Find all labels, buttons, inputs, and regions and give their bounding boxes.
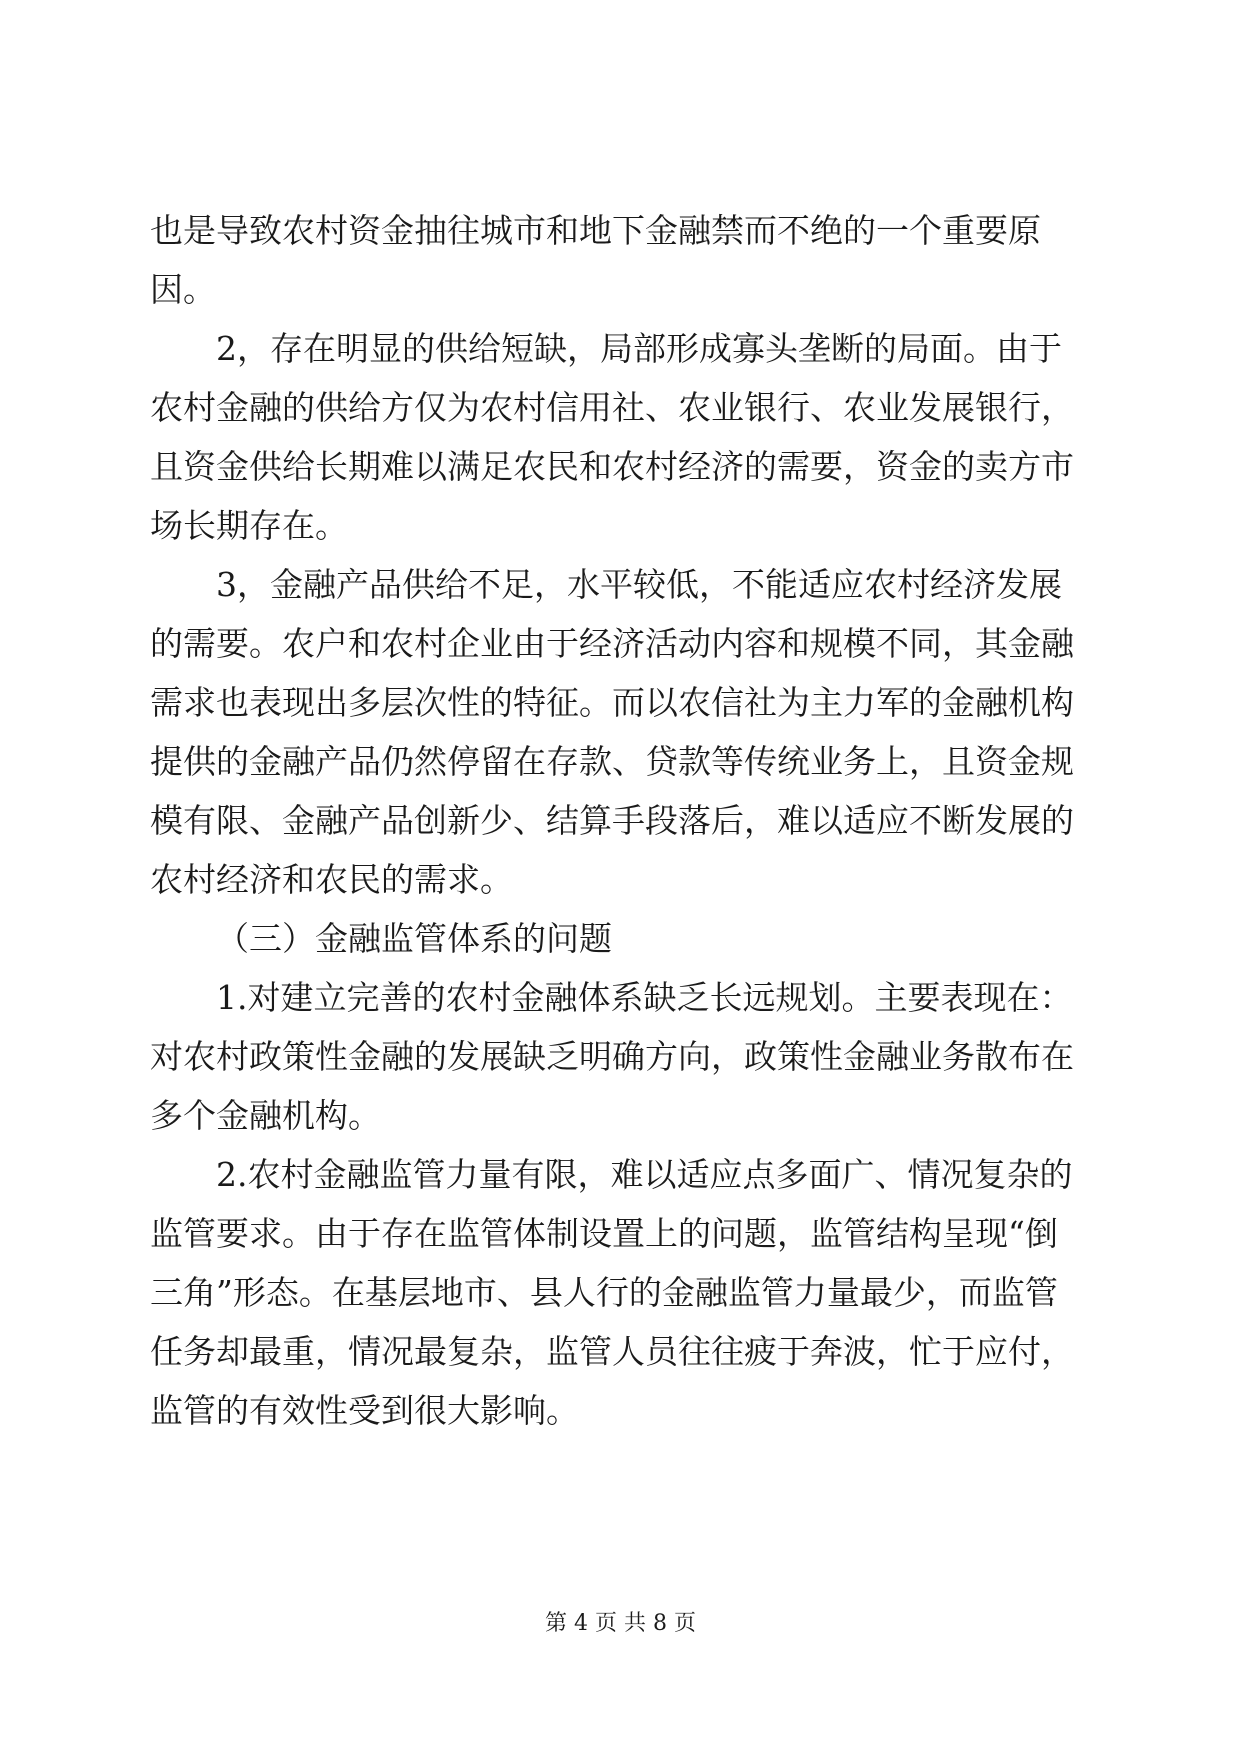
- text-line-content: 且资金供给长期难以满足农民和农村经济的需要，资金的卖方市: [150, 447, 1074, 486]
- text-line-content: 农村经济和农民的需求。: [150, 860, 513, 899]
- text-line: [0, 799, 1241, 843]
- text-line: [0, 622, 1241, 666]
- text-line: [0, 1212, 1241, 1256]
- text-line: [0, 209, 1241, 253]
- text-line: [0, 445, 1241, 489]
- text-line-content: 场长期存在。: [150, 506, 348, 545]
- text-line-content: 模有限、金融产品创新少、结算手段落后，难以适应不断发展的: [150, 801, 1074, 840]
- text-line: [0, 268, 1241, 312]
- text-line-content: 任务却最重，情况最复杂，监管人员往往疲于奔波，忙于应付，: [150, 1332, 1074, 1371]
- text-line-content: 监管的有效性受到很大影响。: [150, 1391, 579, 1430]
- text-line-content: 农村金融的供给方仅为农村信用社、农业银行、农业发展银行，: [150, 388, 1074, 427]
- text-line: [0, 1094, 1241, 1138]
- text-line-content: 需求也表现出多层次性的特征。而以农信社为主力军的金融机构: [150, 683, 1074, 722]
- section-heading-text: （三）金融监管体系的问题: [216, 919, 612, 958]
- text-line-content: 2，存在明显的供给短缺，局部形成寡头垄断的局面。由于: [216, 329, 1062, 368]
- text-line: [0, 740, 1241, 784]
- text-line-content: 因。: [150, 270, 216, 309]
- section-heading: [0, 917, 1241, 961]
- text-line-content: 的需要。农户和农村企业由于经济活动内容和规模不同，其金融: [150, 624, 1074, 663]
- text-line-content: 多个金融机构。: [150, 1096, 381, 1135]
- paragraph-first-line: [0, 327, 1241, 371]
- text-line: [0, 681, 1241, 725]
- text-line-content: 监管要求。由于存在监管体制设置上的问题，监管结构呈现“倒: [150, 1214, 1058, 1253]
- text-line: [0, 1271, 1241, 1315]
- paragraph-first-line: [0, 976, 1241, 1020]
- text-line: [0, 504, 1241, 548]
- text-line: [0, 858, 1241, 902]
- text-line-content: 提供的金融产品仍然停留在存款、贷款等传统业务上，且资金规: [150, 742, 1074, 781]
- text-line-content: 三角”形态。在基层地市、县人行的金融监管力量最少，而监管: [150, 1273, 1058, 1312]
- text-line-content: 2.农村金融监管力量有限，难以适应点多面广、情况复杂的: [216, 1155, 1073, 1194]
- paragraph-first-line: [0, 1153, 1241, 1197]
- text-line: [0, 386, 1241, 430]
- text-line-content: 对农村政策性金融的发展缺乏明确方向，政策性金融业务散布在: [150, 1037, 1074, 1076]
- text-line: [0, 1389, 1241, 1433]
- page-footer: [0, 1609, 1241, 1639]
- page-number: 第 4 页 共 8 页: [545, 1611, 696, 1636]
- text-line: [0, 1330, 1241, 1374]
- text-line: [0, 1035, 1241, 1079]
- text-line-content: 3，金融产品供给不足，水平较低，不能适应农村经济发展: [216, 565, 1062, 604]
- text-line-content: 1.对建立完善的农村金融体系缺乏长远规划。主要表现在：: [216, 978, 1073, 1017]
- paragraph-first-line: [0, 563, 1241, 607]
- text-line-content: 也是导致农村资金抽往城市和地下金融禁而不绝的一个重要原: [150, 211, 1041, 250]
